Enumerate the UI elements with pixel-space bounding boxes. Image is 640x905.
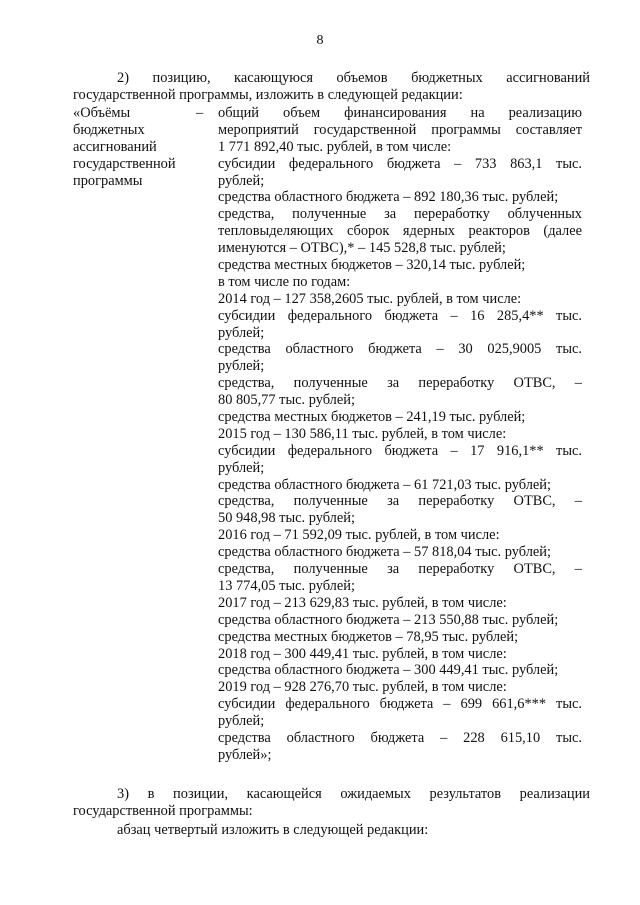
- item2-line1: 2) позицию, касающуюся объемов бюджетных ассигнований: [117, 70, 590, 86]
- item3-line1: 3) в позиции, касающейся ожидаемых результатов реализации: [117, 786, 590, 802]
- funding-line: рублей;: [218, 713, 265, 730]
- funding-line: средства местных бюджетов – 78,95 тыс. рублей;: [218, 628, 519, 645]
- item2-line2: государственной программы, изложить в следующей редакции:: [73, 87, 463, 103]
- funding-line: 2016 год – 71 592,09 тыс. рублей, в том числе:: [218, 527, 500, 544]
- funding-line: именуются – ОТВС),* – 145 528,8 тыс. рублей;: [218, 240, 506, 257]
- funding-line: в том числе по годам:: [218, 273, 351, 290]
- funding-line: средства местных бюджетов – 241,19 тыс. рублей;: [218, 409, 526, 426]
- funding-line: субсидии федерального бюджета – 699 661,6*** тыс.: [218, 696, 582, 713]
- funding-line: средства областного бюджета – 213 550,88 тыс. рублей;: [218, 611, 559, 628]
- funding-line: рублей;: [218, 459, 265, 476]
- label-line: государственной: [73, 156, 176, 172]
- funding-line: средства областного бюджета – 61 721,03 тыс. рублей;: [218, 476, 551, 493]
- funding-line: субсидии федерального бюджета – 17 916,1** тыс.: [218, 442, 582, 459]
- funding-line: средства, полученные за переработку ОТВС, –: [218, 561, 582, 578]
- funding-line: средства местных бюджетов – 320,14 тыс. рублей;: [218, 257, 526, 274]
- funding-line: 13 774,05 тыс. рублей;: [218, 577, 355, 594]
- funding-line: средства, полученные за переработку ОТВС, –: [218, 493, 582, 510]
- label-line: бюджетных: [73, 122, 145, 138]
- funding-line: 2015 год – 130 586,11 тыс. рублей, в том числе:: [218, 425, 507, 442]
- label-dash: –: [196, 105, 204, 121]
- funding-line: средства, полученные за переработку ОТВС, –: [218, 375, 582, 392]
- page-number: 8: [316, 33, 324, 48]
- funding-line: средства областного бюджета – 892 180,36 тыс. рублей;: [218, 189, 559, 206]
- funding-line: 80 805,77 тыс. рублей;: [218, 392, 355, 409]
- funding-line: 50 948,98 тыс. рублей;: [218, 510, 355, 527]
- funding-line: рублей;: [218, 358, 265, 375]
- funding-line: 2014 год – 127 358,2605 тыс. рублей, в том числе:: [218, 290, 522, 307]
- funding-line: 1 771 892,40 тыс. рублей, в том числе:: [218, 138, 452, 155]
- funding-line: общий объем финансирования на реализацию: [218, 105, 582, 121]
- label-line: программы: [73, 173, 143, 189]
- funding-line: средства областного бюджета – 30 025,9005 тыс.: [218, 341, 582, 358]
- funding-description: [218, 105, 582, 764]
- funding-line: мероприятий государственной программы составляет: [218, 121, 582, 138]
- funding-line: средства, полученные за переработку облученных: [218, 206, 582, 223]
- funding-line: тепловыделяющих сборок ядерных реакторов (далее: [218, 223, 582, 240]
- item3-line2: государственной программы:: [73, 803, 253, 819]
- funding-line: рублей;: [218, 172, 265, 189]
- funding-line: средства областного бюджета – 300 449,41 тыс. рублей;: [218, 662, 559, 679]
- funding-line: рублей»;: [218, 746, 272, 763]
- funding-line: 2019 год – 928 276,70 тыс. рублей, в том числе:: [218, 679, 507, 696]
- funding-line: 2017 год – 213 629,83 тыс. рублей, в том числе:: [218, 594, 507, 611]
- position-label: [73, 105, 193, 190]
- label-line: «Объёмы: [73, 105, 131, 121]
- funding-line: 2018 год – 300 449,41 тыс. рублей, в том числе:: [218, 645, 507, 662]
- label-line: ассигнований: [73, 139, 157, 155]
- funding-line: средства областного бюджета – 228 615,10 тыс.: [218, 729, 582, 746]
- funding-line: средства областного бюджета – 57 818,04 тыс. рублей;: [218, 544, 551, 561]
- item3-line3: абзац четвертый изложить в следующей редакции:: [117, 822, 429, 838]
- funding-line: субсидии федерального бюджета – 16 285,4** тыс.: [218, 307, 582, 324]
- funding-line: субсидии федерального бюджета – 733 863,1 тыс.: [218, 155, 582, 172]
- funding-line: рублей;: [218, 324, 265, 341]
